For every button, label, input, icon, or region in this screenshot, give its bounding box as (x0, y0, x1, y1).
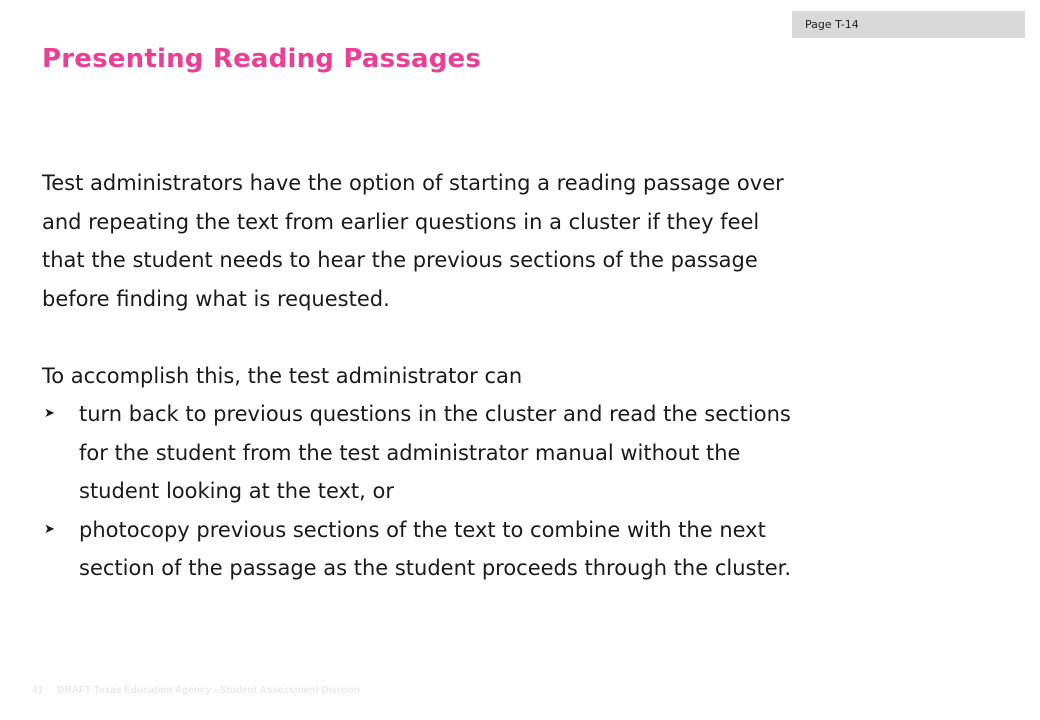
intro-line: To accomplish this, the test administrator can (42, 363, 523, 388)
bullet-line: for the student from the test administrator manual without the (79, 440, 741, 465)
footer-text: DRAFT Texas Education Agency - Student Assessment Division (57, 685, 361, 696)
bullet-list (42, 395, 1002, 588)
bullet-item (42, 395, 1002, 511)
bullet-line: turn back to previous questions in the cluster and read the sections (79, 402, 791, 426)
arrowhead-bullet-icon: ➤ (44, 406, 55, 421)
paragraph-spacer (42, 318, 1002, 357)
slide-title: Presenting Reading Passages (42, 44, 482, 74)
page-number-label: Page T-14 (792, 11, 1025, 38)
paragraph-line: that the student needs to hear the previous sections of the passage (42, 248, 758, 272)
slide-body (42, 164, 1002, 588)
bullet-line: section of the passage as the student proceeds through the cluster. (79, 556, 791, 580)
arrowhead-bullet-icon: ➤ (44, 521, 55, 537)
bullet-item (42, 511, 1002, 588)
paragraph-line: before finding what is requested. (42, 286, 390, 311)
bullet-line: photocopy previous sections of the text to combine with the next (79, 517, 766, 542)
paragraph-line: and repeating the text from earlier questions in a cluster if they feel (42, 209, 760, 234)
bullet-line: student looking at the text, or (79, 479, 394, 503)
footer-slide-number: 41 (32, 685, 44, 696)
body-paragraph (42, 164, 1002, 318)
slide-footer (32, 685, 360, 696)
paragraph-line: Test administrators have the option of starting a reading passage over (42, 171, 784, 195)
